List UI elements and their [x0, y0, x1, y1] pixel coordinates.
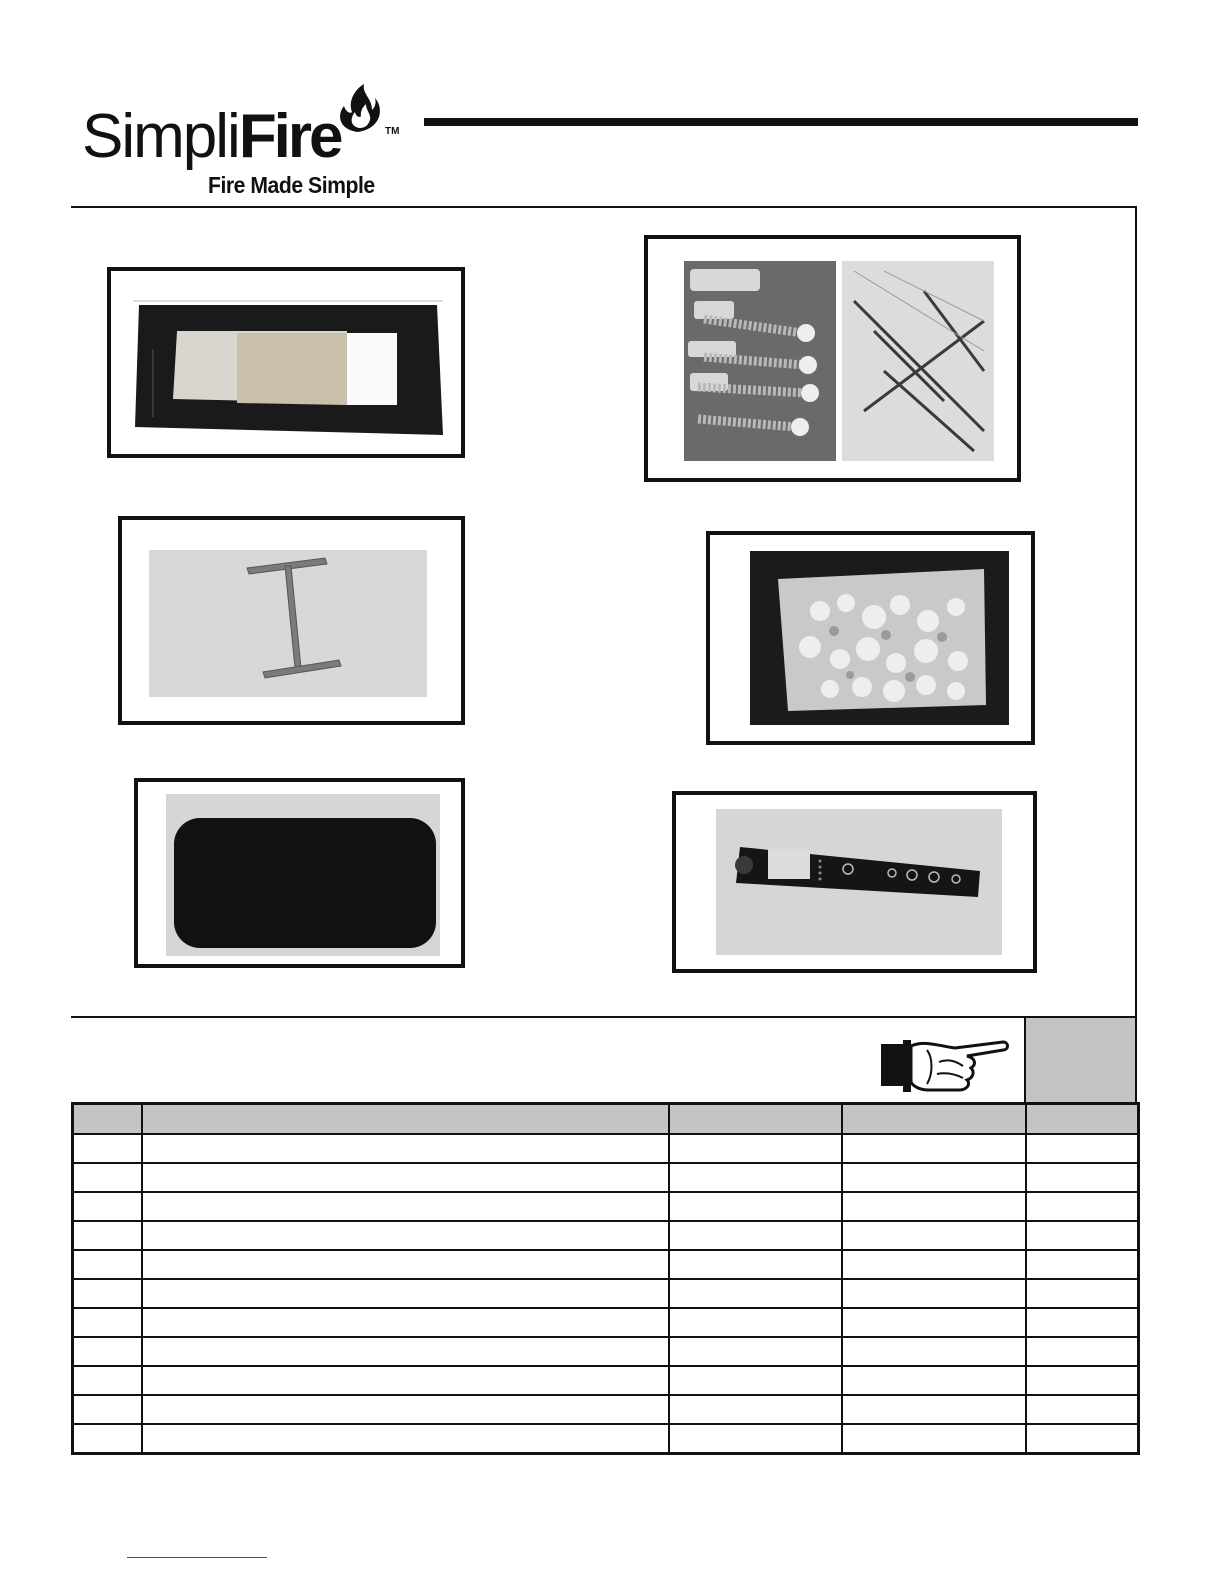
table-cell — [73, 1366, 142, 1395]
table-cell — [1026, 1134, 1139, 1163]
table-cell — [842, 1308, 1026, 1337]
table-cell — [73, 1192, 142, 1221]
photo-frame-media — [706, 531, 1035, 745]
remote-photo — [716, 809, 1002, 955]
table-row — [73, 1250, 1139, 1279]
table-cell — [669, 1395, 842, 1424]
table-cell — [1026, 1221, 1139, 1250]
table-cell — [842, 1221, 1026, 1250]
photo-frame-hardware — [644, 235, 1021, 482]
table-cell — [1026, 1424, 1139, 1454]
table-cell — [142, 1250, 669, 1279]
table-cell — [142, 1279, 669, 1308]
table-cell — [1026, 1337, 1139, 1366]
table-cell — [73, 1250, 142, 1279]
table-cell — [73, 1395, 142, 1424]
table-cell — [142, 1337, 669, 1366]
table-cell — [669, 1366, 842, 1395]
table-cell — [1026, 1192, 1139, 1221]
table-cell — [73, 1134, 142, 1163]
table-row — [73, 1163, 1139, 1192]
table-cell — [1026, 1395, 1139, 1424]
table-row — [73, 1395, 1139, 1424]
footer-link-underline[interactable] — [127, 1557, 267, 1558]
table-cell — [669, 1250, 842, 1279]
photo-frame-bracket — [118, 516, 465, 725]
table-cell — [1026, 1250, 1139, 1279]
table-cell — [842, 1134, 1026, 1163]
table-cell — [842, 1395, 1026, 1424]
header-cell — [842, 1104, 1026, 1135]
table-cell — [142, 1192, 669, 1221]
table-cell — [142, 1308, 669, 1337]
parts-list-section — [71, 1016, 1137, 1476]
table-cell — [669, 1337, 842, 1366]
brand-name: SimpliFire — [82, 102, 341, 171]
table-cell — [842, 1192, 1026, 1221]
header-cell — [73, 1104, 142, 1135]
table-row — [73, 1366, 1139, 1395]
table-cell — [142, 1134, 669, 1163]
table-cell — [669, 1134, 842, 1163]
bracket-photo — [149, 550, 427, 697]
table-cell — [142, 1221, 669, 1250]
hardware-bags-photo — [684, 261, 994, 461]
table-cell — [669, 1221, 842, 1250]
table-cell — [73, 1279, 142, 1308]
parts-list-table — [71, 1102, 1140, 1455]
table-cell — [669, 1192, 842, 1221]
simplifire-logo — [80, 84, 415, 204]
black-panel-photo — [166, 794, 440, 956]
table-cell — [842, 1279, 1026, 1308]
brand-tagline: Fire Made Simple — [208, 172, 375, 198]
table-cell — [73, 1337, 142, 1366]
header-cell — [142, 1104, 669, 1135]
table-cell — [669, 1163, 842, 1192]
table-cell — [842, 1424, 1026, 1454]
table-cell — [73, 1221, 142, 1250]
table-row — [73, 1308, 1139, 1337]
trademark-mark: TM — [385, 126, 400, 137]
header-cell-blank — [1026, 1104, 1139, 1135]
table-cell — [1026, 1366, 1139, 1395]
table-cell — [73, 1424, 142, 1454]
table-cell — [842, 1366, 1026, 1395]
table-cell — [842, 1337, 1026, 1366]
table-cell — [669, 1308, 842, 1337]
header-rule — [424, 118, 1138, 126]
table-cell — [142, 1366, 669, 1395]
table-row — [73, 1134, 1139, 1163]
photo-frame-panel — [134, 778, 465, 968]
glass-front-photo — [133, 299, 443, 439]
table-cell — [142, 1395, 669, 1424]
table-header-row — [73, 1104, 1139, 1135]
table-cell — [669, 1424, 842, 1454]
photo-frame-glass-front — [107, 267, 465, 458]
table-cell — [1026, 1163, 1139, 1192]
table-row — [73, 1221, 1139, 1250]
table-row — [73, 1337, 1139, 1366]
table-cell — [73, 1308, 142, 1337]
table-row — [73, 1192, 1139, 1221]
table-cell — [142, 1163, 669, 1192]
header-cell — [669, 1104, 842, 1135]
section-divider — [71, 1016, 1026, 1018]
table-cell — [1026, 1279, 1139, 1308]
photo-frame-remote — [672, 791, 1037, 973]
table-cell — [669, 1279, 842, 1308]
table-row — [73, 1279, 1139, 1308]
table-cell — [842, 1163, 1026, 1192]
table-cell — [73, 1163, 142, 1192]
table-row — [73, 1424, 1139, 1454]
table-cell — [142, 1424, 669, 1454]
pointing-hand-icon — [879, 1028, 1011, 1100]
media-bag-photo — [750, 551, 1009, 725]
table-cell — [842, 1250, 1026, 1279]
table-cell — [1026, 1308, 1139, 1337]
